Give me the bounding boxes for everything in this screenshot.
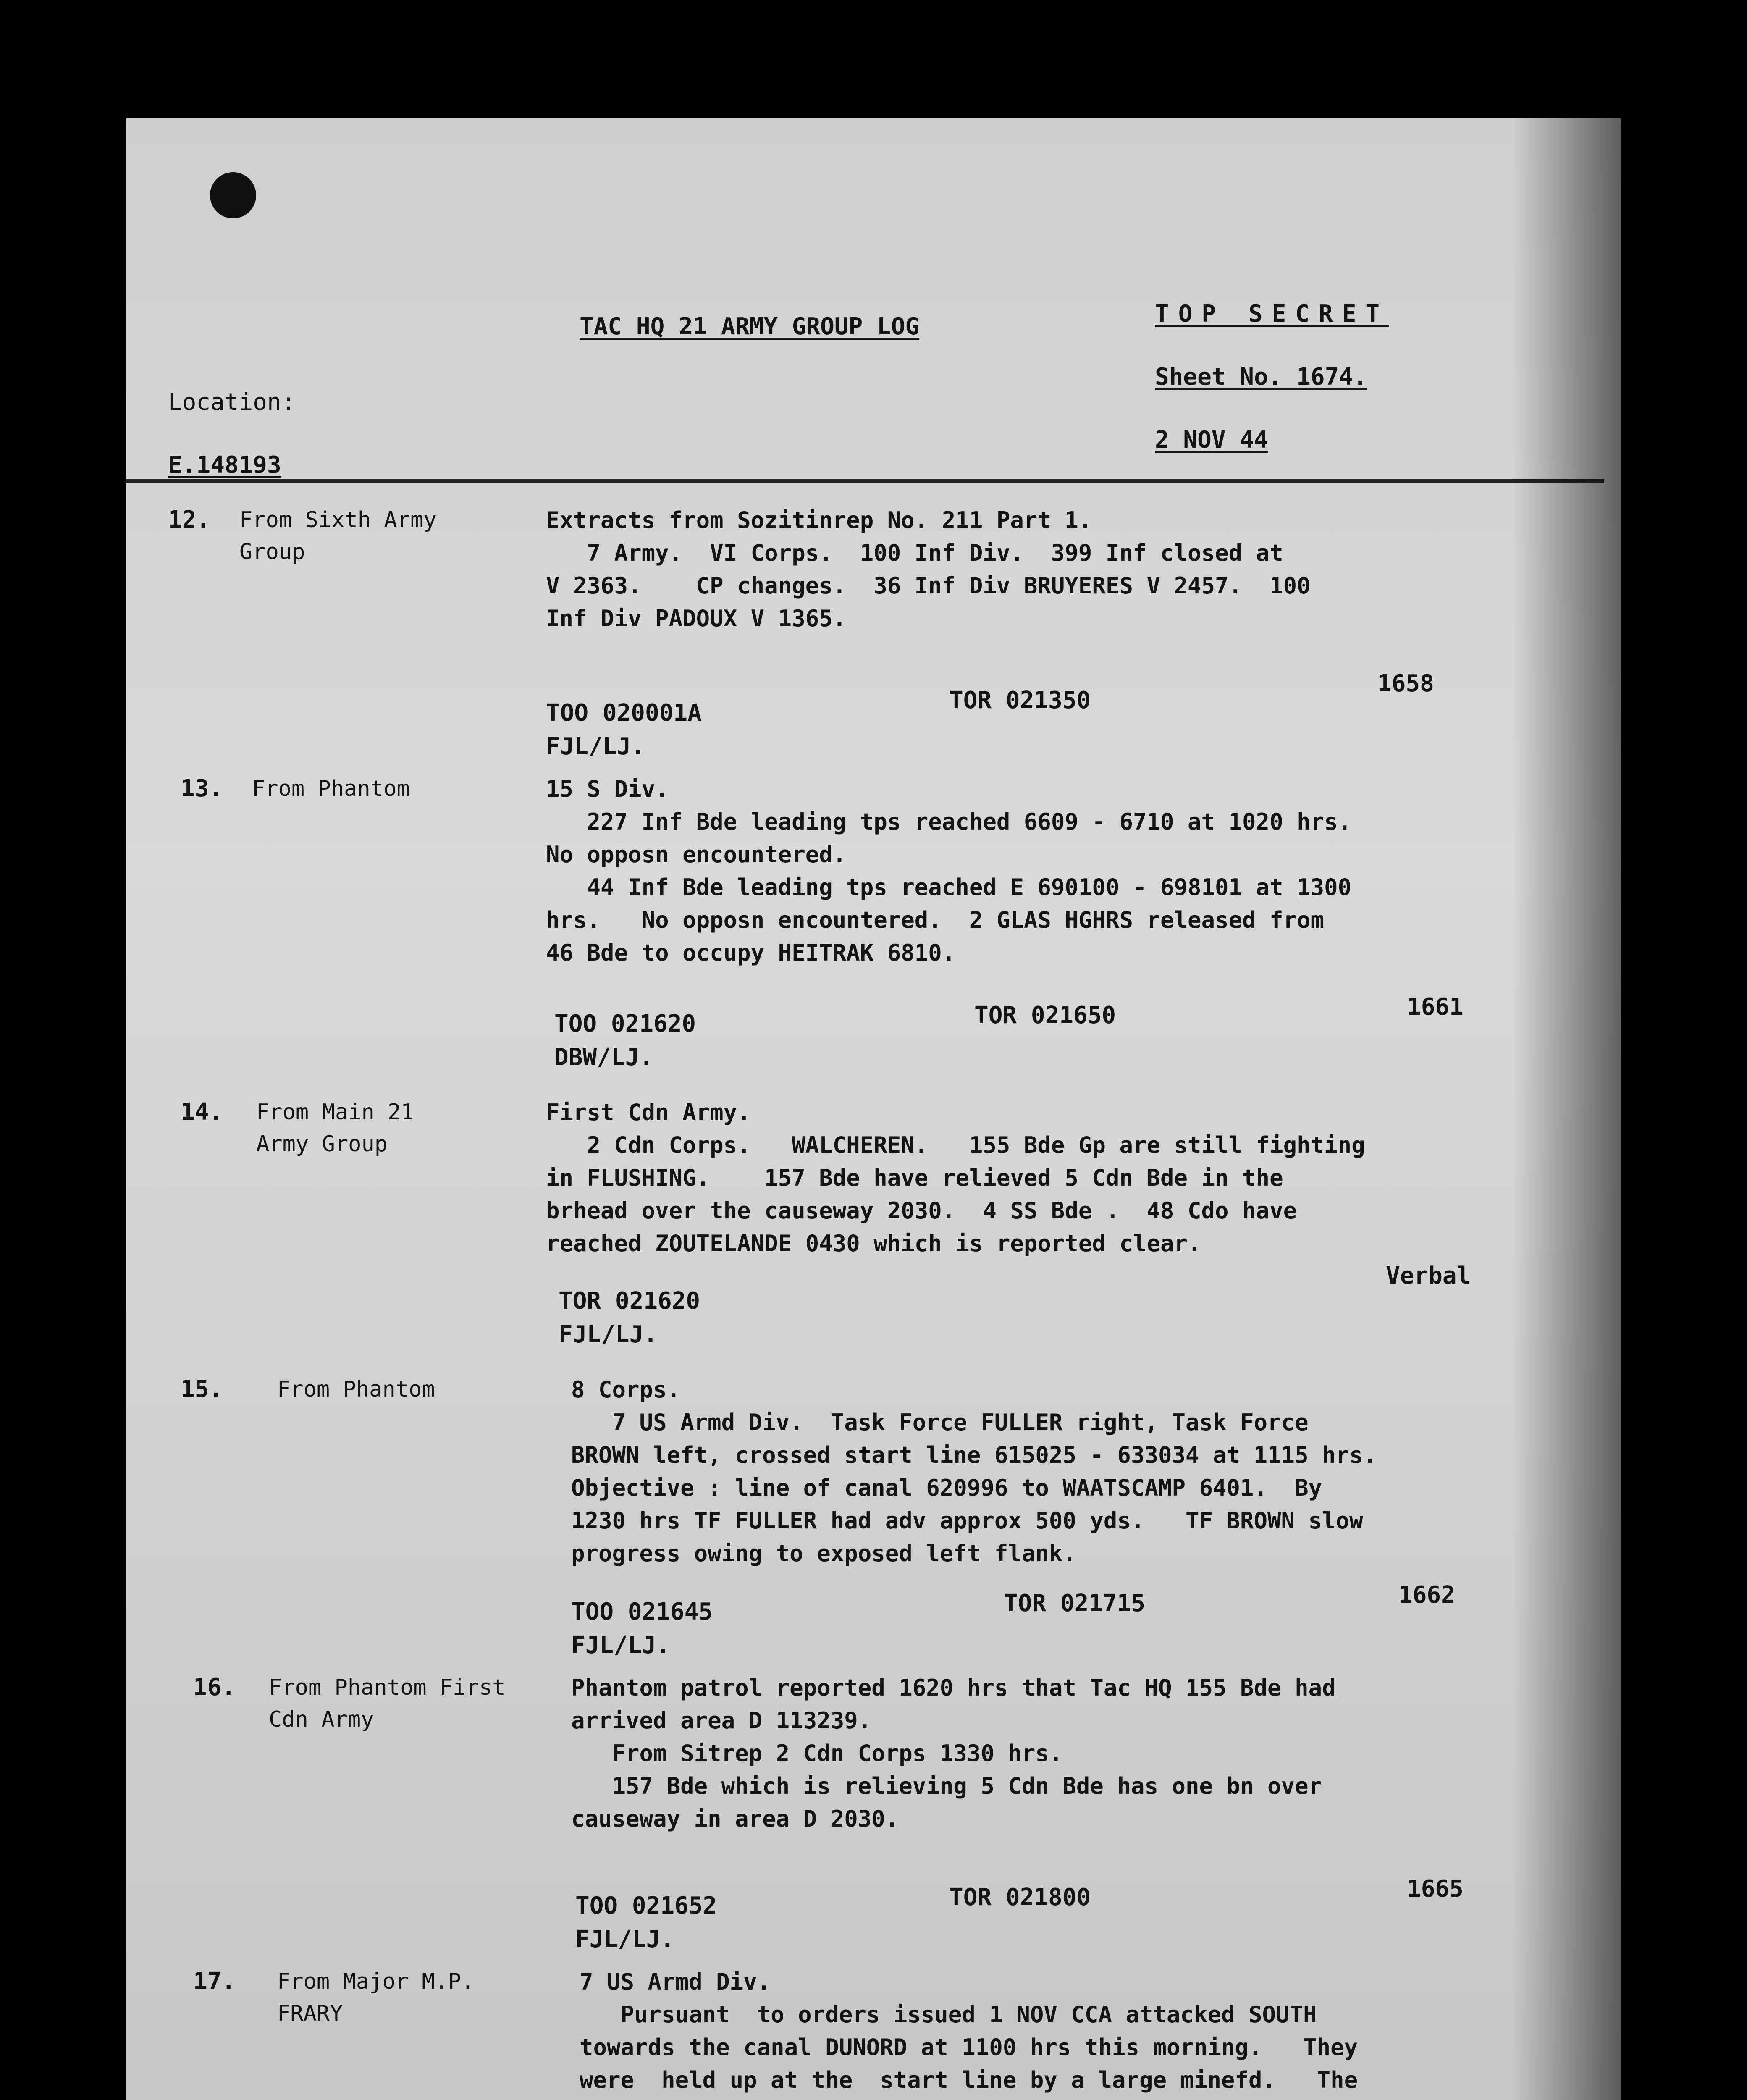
- entry-serial: 1665: [1407, 1875, 1464, 1903]
- entry-tor: TOR 021350: [949, 687, 1091, 714]
- entry-number: 12.: [168, 506, 211, 533]
- entry-body: Phantom patrol reported 1620 hrs that Tac HQ 155 Bde had arrived area D 113239. From Sitrep 2 Cdn Corps 1330 hrs. 157 Bde which is relieving 5 Cdn Bde has one bn over causeway in area D 2030.: [571, 1675, 1336, 1832]
- sheet-number: Sheet No. 1674.: [1155, 363, 1367, 391]
- entry-number: 13.: [181, 775, 223, 802]
- entry-source: From Major M.P. FRARY: [277, 1969, 475, 2026]
- entry-initials: FJL/LJ.: [575, 1926, 675, 1953]
- entry-number: 14.: [181, 1098, 223, 1126]
- entry-initials: DBW/LJ.: [554, 1044, 654, 1071]
- location-label: Location:: [168, 388, 296, 416]
- entry-serial: Verbal: [1386, 1262, 1471, 1289]
- entry-tor: TOR 021715: [1004, 1590, 1146, 1617]
- entry-serial: 1658: [1377, 670, 1434, 697]
- entry-too: TOO 020001A: [546, 699, 702, 727]
- log-sheet: [126, 118, 1621, 2100]
- entry-serial: 1662: [1398, 1581, 1455, 1609]
- entry-source: From Phantom First Cdn Army: [269, 1675, 506, 1732]
- log-title: TAC HQ 21 ARMY GROUP LOG: [580, 313, 920, 340]
- entry-serial: 1661: [1407, 993, 1464, 1021]
- entry-source: From Phantom: [252, 776, 410, 801]
- entry-body: 8 Corps. 7 US Armd Div. Task Force FULLER right, Task Force BROWN left, crossed start line 615025 - 633034 at 1115 hrs. Objective : line of canal 620996 to WAATSCAMP 6401. By 1230 hrs TF FULLER had adv approx 500 yds. TF BROWN slow progress owing to exposed left flank.: [571, 1376, 1377, 1567]
- entry-body: 15 S Div. 227 Inf Bde leading tps reached 6609 - 6710 at 1020 hrs. No opposn encountered. 44 Inf Bde leading tps reached E 690100 - 698101 at 1300 hrs. No opposn encountered. 2 GLAS HGHRS released from 46 Bde to occupy HEITRAK 6810.: [546, 776, 1352, 966]
- entry-number: 15.: [181, 1376, 223, 1403]
- entry-too: TOO 021620: [554, 1010, 696, 1037]
- punch-hole: [210, 172, 256, 218]
- entry-body: Extracts from Sozitinrep No. 211 Part 1. 7 Army. VI Corps. 100 Inf Div. 399 Inf closed at V 2363. CP changes. 36 Inf Div BRUYERES V 2457. 100 Inf Div PADOUX V 1365.: [546, 507, 1311, 632]
- entry-number: 16.: [193, 1674, 236, 1701]
- entry-initials: FJL/LJ.: [571, 1632, 671, 1659]
- entry-body: 7 US Armd Div. Pursuant to orders issued 1 NOV CCA attacked SOUTH towards the canal DUNORD at 1100 hrs this morning. They were held up at the start line by a large minefd. The: [580, 1969, 1358, 2093]
- log-date: 2 NOV 44: [1155, 426, 1268, 454]
- entry-source: From Sixth Army Group: [239, 507, 437, 564]
- location-value: E.148193: [168, 452, 281, 479]
- entry-too: TOO 021652: [575, 1892, 717, 1919]
- classification-stamp: TOP SECRET: [1155, 300, 1389, 328]
- entry-too: TOR 021620: [559, 1287, 700, 1315]
- entry-tor: TOR 021650: [974, 1002, 1116, 1029]
- entry-tor: TOR 021800: [949, 1884, 1091, 1911]
- header-divider: [126, 479, 1604, 483]
- entry-initials: FJL/LJ.: [559, 1321, 658, 1348]
- entry-source: From Phantom: [277, 1377, 435, 1402]
- entry-initials: FJL/LJ.: [546, 733, 645, 760]
- entry-number: 17.: [193, 1968, 236, 1995]
- entry-too: TOO 021645: [571, 1598, 713, 1625]
- entry-source: From Main 21 Army Group: [256, 1100, 414, 1157]
- entry-body: First Cdn Army. 2 Cdn Corps. WALCHEREN. 155 Bde Gp are still fighting in FLUSHING. 157 Bde have relieved 5 Cdn Bde in the brhead over the causeway 2030. 4 SS Bde . 48 Cdo have reached ZOUTELANDE 0430 which is reported clear.: [546, 1099, 1365, 1257]
